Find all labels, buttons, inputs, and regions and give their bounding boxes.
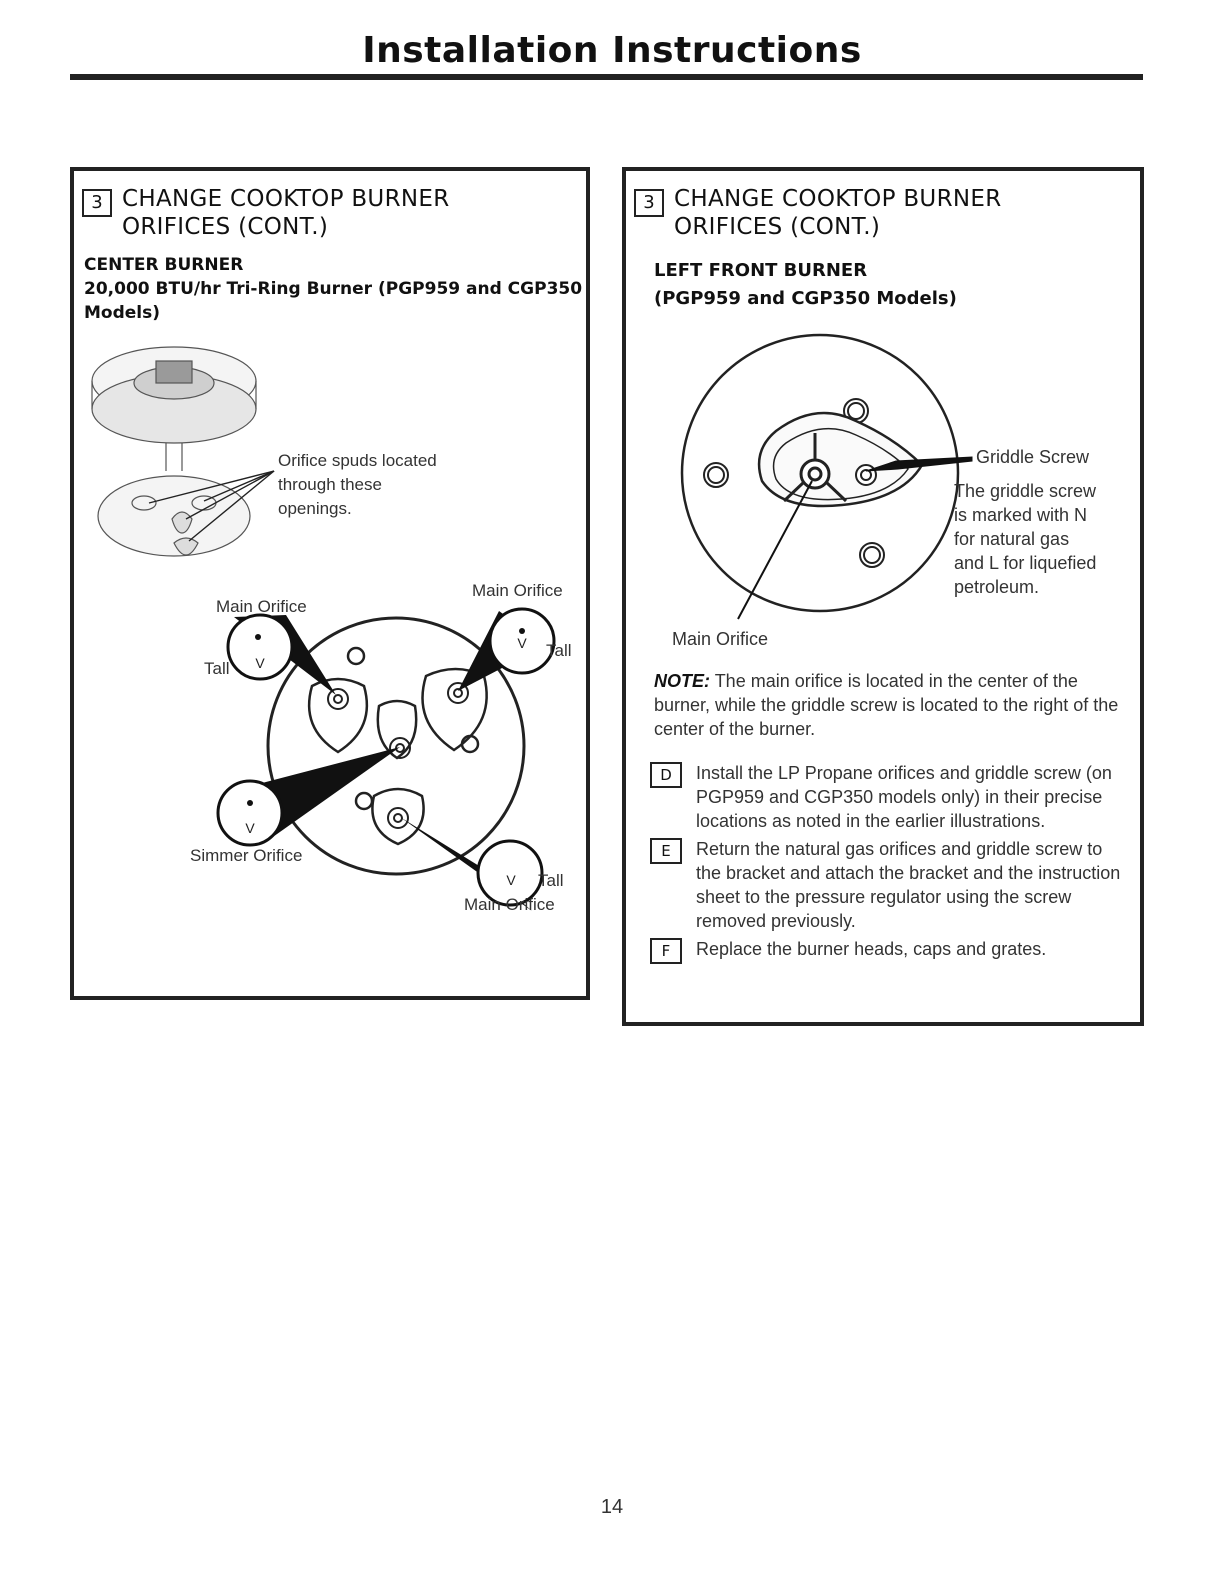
griddle-screw-label: Griddle Screw — [976, 447, 1090, 467]
note-label: NOTE: — [654, 671, 710, 691]
tall-label-left: Tall — [204, 659, 230, 678]
callout-text-line2: through these — [278, 475, 382, 494]
v-mark-top-right: V — [517, 635, 527, 651]
main-orifice-label-top-right: Main Orifice — [472, 581, 563, 600]
step-list — [650, 761, 1130, 968]
step-letter-badge: E — [650, 838, 682, 864]
step-item-f — [650, 937, 1130, 964]
step-title-line1: CHANGE COOKTOP BURNER — [674, 186, 1002, 212]
griddle-desc-line3: for natural gas — [954, 529, 1070, 549]
step-text: Replace the burner heads, caps and grates. — [696, 939, 1047, 959]
main-orifice-label-top-left: Main Orifice — [216, 597, 307, 616]
v-mark-top-left: V — [255, 655, 265, 671]
main-orifice-label-bottom: Main Orifice — [464, 895, 555, 914]
step-number-badge: 3 — [634, 189, 664, 217]
tall-label-bottom: Tall — [538, 871, 564, 890]
step-title-line2: ORIFICES (CONT.) — [122, 214, 329, 240]
note-text: The main orifice is located in the center of the burner, while the griddle screw is located to the right of the center of the burner. — [654, 671, 1119, 739]
tall-label-right: Tall — [546, 641, 572, 660]
step-letter-badge: F — [650, 938, 682, 964]
page-number: 14 — [600, 1496, 624, 1518]
step-text: Return the natural gas orifices and griddle screw to the bracket and attach the bracket and the instruction sheet to the pressure regulator using the screw removed previously. — [696, 839, 1121, 931]
step-item-d — [650, 761, 1130, 833]
step-title-line2: ORIFICES (CONT.) — [674, 214, 881, 240]
callout-text-line3: openings. — [278, 499, 352, 518]
title-rule — [70, 74, 1143, 80]
step-number-badge: 3 — [82, 189, 112, 217]
griddle-desc-line5: petroleum. — [954, 577, 1040, 597]
center-burner-subtitle: CENTER BURNER — [84, 255, 244, 275]
v-mark-simmer: V — [245, 820, 255, 836]
burner-assembly-illustration — [92, 347, 256, 556]
page-title: Installation Instructions — [362, 30, 862, 71]
step-text: Install the LP Propane orifices and griddle screw (on PGP959 and CGP350 models only) in their precise locations as noted in the earlier illustrations. — [696, 763, 1112, 831]
center-burner-panel — [70, 167, 590, 1000]
left-front-burner-panel — [622, 167, 1144, 1026]
griddle-desc-line4: and L for liquefied — [954, 553, 1097, 573]
simmer-orifice-label: Simmer Orifice — [190, 846, 303, 865]
griddle-desc-line2: is marked with N — [954, 505, 1088, 525]
v-mark-bottom: V — [506, 872, 516, 888]
left-front-model-line: (PGP959 and CGP350 Models) — [654, 288, 957, 309]
main-orifice-label: Main Orifice — [672, 629, 769, 649]
callout-text-line1: Orifice spuds located — [278, 451, 437, 470]
burner-model-line2: Models) — [84, 303, 161, 323]
step-item-e — [650, 837, 1130, 933]
left-front-burner-subtitle: LEFT FRONT BURNER — [654, 260, 868, 281]
note-paragraph — [654, 669, 1129, 741]
step-letter-badge: D — [650, 762, 682, 788]
griddle-desc-line1: The griddle screw — [954, 481, 1097, 501]
step-title-line1: CHANGE COOKTOP BURNER — [122, 186, 450, 212]
burner-model-line1: 20,000 BTU/hr Tri-Ring Burner (PGP959 and CGP350 — [84, 279, 583, 299]
